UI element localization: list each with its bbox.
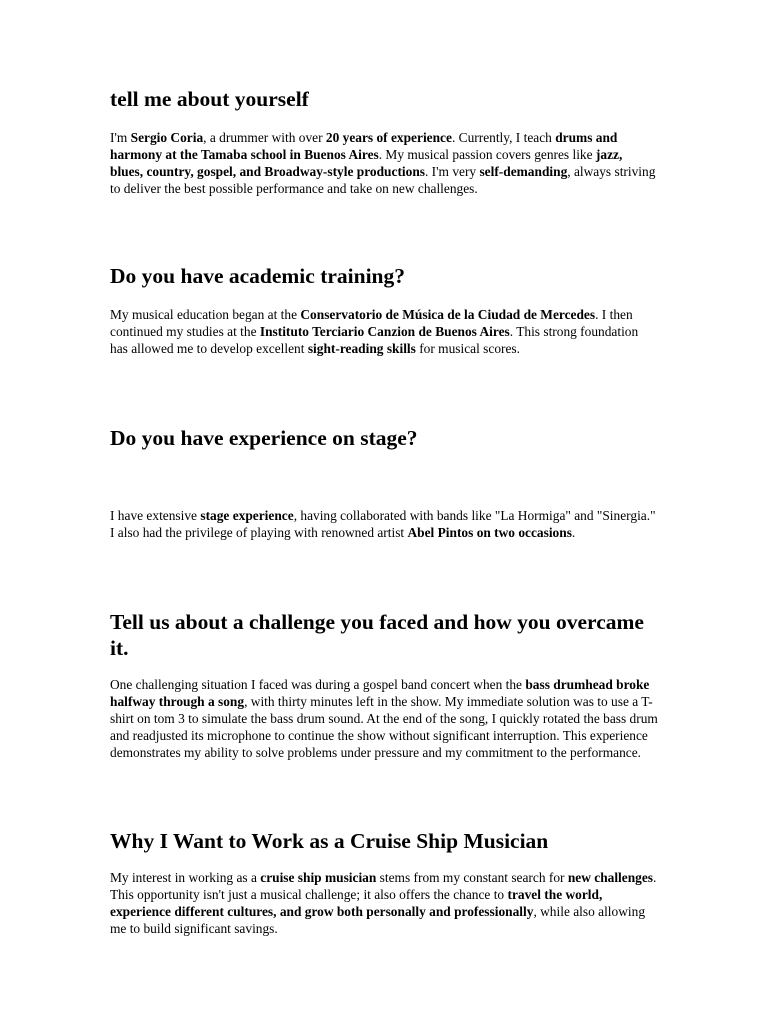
- section-paragraph: [110, 507, 658, 541]
- text-run: , while also allowing me to build significant savings.: [110, 904, 646, 936]
- text-run: . This opportunity isn't just a musical challenge; it also offers the chance to: [110, 870, 657, 902]
- section-heading: Do you have academic training?: [110, 264, 406, 288]
- text-run: for musical scores.: [415, 341, 520, 356]
- section-about-yourself: [110, 86, 658, 197]
- section-heading: Tell us about a challenge you faced and how you overcame it.: [110, 610, 644, 660]
- text-run: , always striving to deliver the best possible performance and take on new challenges.: [110, 164, 656, 196]
- bold-text-run: bass drumhead broke halfway through a song: [110, 677, 650, 709]
- bold-text-run: Instituto Terciario Canzion de Buenos Aires: [259, 324, 510, 339]
- bold-text-run: Sergio Coria: [130, 130, 204, 145]
- bold-text-run: stage experience: [200, 508, 294, 523]
- text-run: .: [571, 525, 576, 540]
- section-heading: tell me about yourself: [110, 87, 309, 111]
- text-run: My musical education began at the: [110, 307, 301, 322]
- bold-text-run: sight-reading skills: [307, 341, 416, 356]
- bold-text-run: new challenges: [567, 870, 654, 885]
- section-challenge: [110, 609, 658, 761]
- text-run: My interest in working as a: [110, 870, 261, 885]
- bold-text-run: cruise ship musician: [260, 870, 377, 885]
- bold-text-run: drums and harmony at the Tamaba school in Buenos Aires: [110, 130, 618, 162]
- section-heading: Why I Want to Work as a Cruise Ship Musician: [110, 829, 549, 853]
- text-run: . Currently, I teach: [451, 130, 556, 145]
- bold-text-run: 20 years of experience: [325, 130, 452, 145]
- section-cruise-ship: [110, 828, 658, 937]
- section-paragraph: [110, 129, 658, 197]
- section-paragraph: [110, 676, 658, 761]
- text-run: , with thirty minutes left in the show. My immediate solution was to use a T-shirt on tom 3 to simulate the bass drum sound. At the end of the song, I quickly rotated the bass drum and readjusted its microphone to continue the show without significant interruption. This experience demonstrates my ability to solve problems under pressure and my commitment to the performance.: [110, 694, 658, 760]
- bold-text-run: Abel Pintos on two occasions: [407, 525, 572, 540]
- text-run: . My musical passion covers genres like: [378, 147, 596, 162]
- text-run: , having collaborated with bands like "La Hormiga" and "Sinergia." I also had the privilege of playing with renowned artist: [110, 508, 656, 540]
- section-paragraph: [110, 869, 658, 937]
- bold-text-run: jazz, blues, country, gospel, and Broadway-style productions: [110, 147, 623, 179]
- text-run: I have extensive: [110, 508, 201, 523]
- section-stage-experience: [110, 425, 658, 541]
- text-run: . I then continued my studies at the: [110, 307, 633, 339]
- bold-text-run: self-demanding: [479, 164, 568, 179]
- text-run: I'm: [110, 130, 131, 145]
- bold-text-run: Conservatorio de Música de la Ciudad de Mercedes: [300, 307, 596, 322]
- text-run: stems from my constant search for: [376, 870, 568, 885]
- section-academic-training: [110, 263, 658, 357]
- text-run: , a drummer with over: [203, 130, 326, 145]
- section-heading: Do you have experience on stage?: [110, 426, 418, 450]
- text-run: One challenging situation I faced was during a gospel band concert when the: [110, 677, 526, 692]
- text-run: . This strong foundation has allowed me to develop excellent: [110, 324, 639, 356]
- text-run: . I'm very: [424, 164, 480, 179]
- section-paragraph: [110, 306, 658, 357]
- bold-text-run: travel the world, experience different cultures, and grow both personally and professionally: [110, 887, 603, 919]
